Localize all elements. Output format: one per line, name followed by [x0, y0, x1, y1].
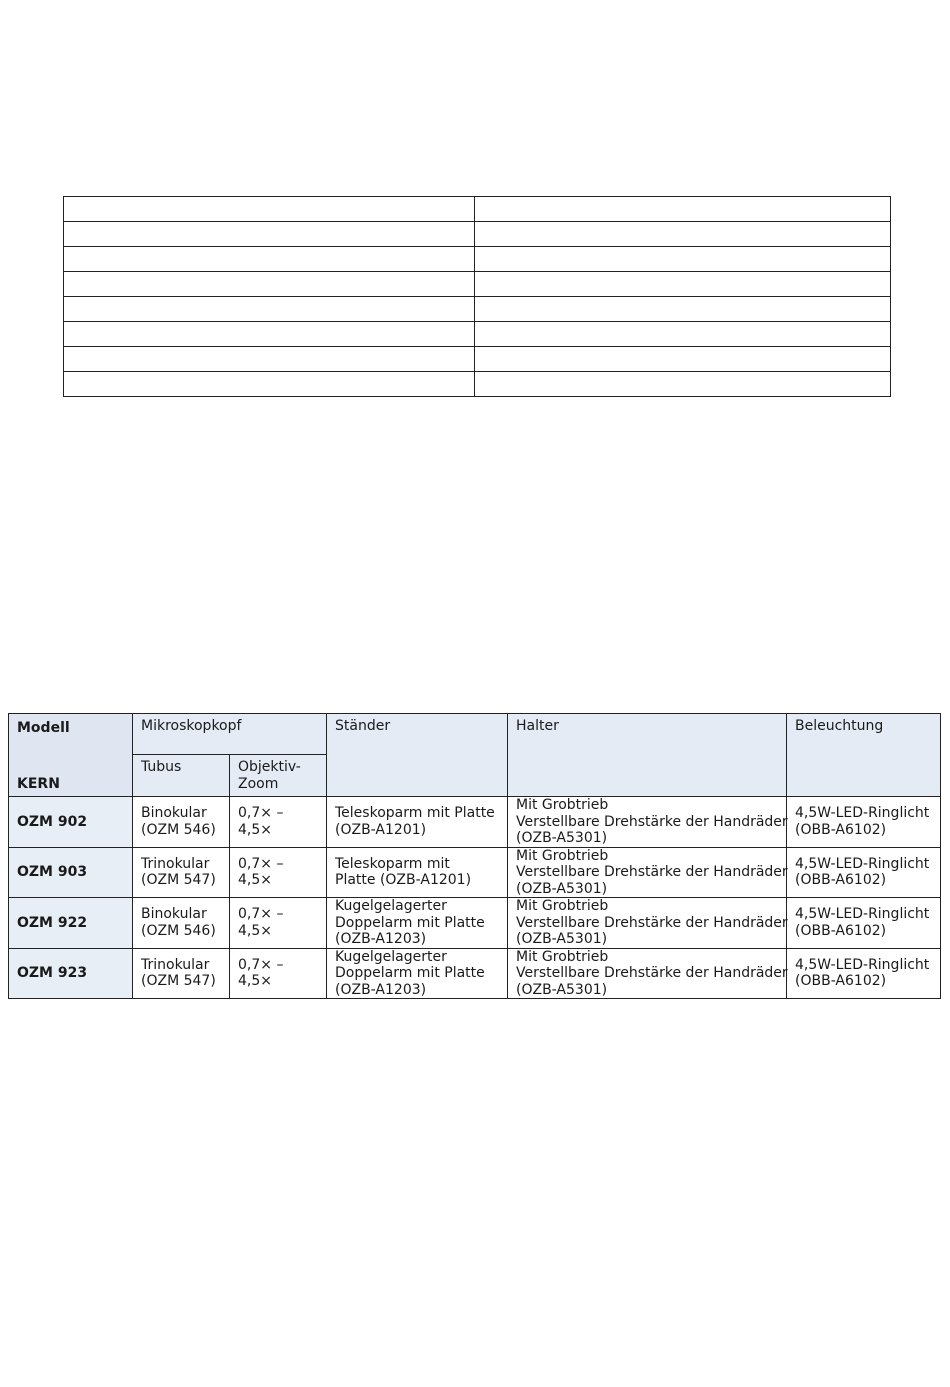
empty-cell: [475, 372, 891, 397]
header-tubus: Tubus: [133, 755, 230, 797]
model-cell: OZM 922: [9, 898, 133, 949]
cell-line: (OZM 547): [141, 872, 216, 889]
header-microscope-head: Mikroskopkopf: [133, 714, 327, 755]
empty-cell: [64, 247, 475, 272]
empty-cell: [64, 197, 475, 222]
cell-line: (OZB-A1201): [335, 821, 427, 838]
cell-line: 4,5W-LED-Ringlicht: [795, 805, 930, 822]
cell-line: (OZB-A1203): [335, 981, 427, 998]
cell-line: (OZB-A5301): [516, 981, 608, 998]
cell-line: Verstellbare Drehstärke der Handräder: [516, 965, 788, 981]
empty-cell: [64, 322, 475, 347]
empty-table-row: [64, 372, 891, 397]
header-model: [9, 714, 133, 797]
cell-line: (OBB-A6102): [795, 922, 887, 939]
holder-cell: [508, 847, 787, 898]
model-cell: OZM 902: [9, 797, 133, 848]
cell-line: Doppelarm mit Platte: [335, 965, 485, 981]
empty-cell: [64, 297, 475, 322]
cell-line: Mit Grobtrieb: [516, 847, 609, 864]
model-cell: OZM 903: [9, 847, 133, 898]
cell-line: Mit Grobtrieb: [516, 797, 609, 813]
cell-line: Trinokular: [141, 956, 210, 973]
empty-table-row: [64, 197, 891, 222]
cell-line: (OZM 547): [141, 973, 216, 990]
stand-cell: [327, 948, 508, 999]
empty-cell: [475, 272, 891, 297]
zoom-cell: 0,7× – 4,5×: [230, 847, 327, 898]
empty-table-row: [64, 297, 891, 322]
cell-line: 4,5W-LED-Ringlicht: [795, 855, 930, 872]
cell-line: Kugelgelagerter: [335, 898, 447, 914]
cell-line: 4,5W-LED-Ringlicht: [795, 956, 930, 973]
cell-line: Mit Grobtrieb: [516, 898, 609, 914]
stand-cell: [327, 898, 508, 949]
cell-line: (OZB-A5301): [516, 880, 608, 897]
tubus-cell: [133, 948, 230, 999]
lighting-cell: [787, 797, 941, 848]
cell-line: Binokular: [141, 805, 207, 822]
empty-table-row: [64, 272, 891, 297]
cell-line: (OZB-A5301): [516, 830, 608, 846]
cell-line: Verstellbare Drehstärke der Handräder: [516, 914, 788, 931]
cell-line: Verstellbare Drehstärke der Handräder: [516, 813, 788, 830]
table-row: [9, 948, 941, 999]
empty-table-body: [64, 197, 891, 397]
cell-line: (OZM 546): [141, 922, 216, 939]
cell-line: (OBB-A6102): [795, 872, 887, 889]
header-stand: Ständer: [327, 714, 508, 797]
cell-line: (OBB-A6102): [795, 821, 887, 838]
tubus-cell: [133, 898, 230, 949]
cell-line: Binokular: [141, 906, 207, 923]
cell-line: Mit Grobtrieb: [516, 948, 609, 965]
model-cell: OZM 923: [9, 948, 133, 999]
header-lighting: Beleuchtung: [787, 714, 941, 797]
header-model-label: Modell: [17, 720, 70, 736]
header-model-brand: KERN: [17, 775, 60, 792]
cell-line: 4,5W-LED-Ringlicht: [795, 906, 930, 923]
header-zoom: [230, 755, 327, 797]
cell-line: Kugelgelagerter: [335, 948, 447, 965]
header-row-top: [9, 714, 941, 755]
cell-line: Verstellbare Drehstärke der Handräder: [516, 864, 788, 880]
holder-cell: [508, 898, 787, 949]
zoom-cell: 0,7× – 4,5×: [230, 898, 327, 949]
header-zoom-line2: Zoom: [238, 775, 279, 792]
zoom-cell: 0,7× – 4,5×: [230, 948, 327, 999]
empty-table-row: [64, 347, 891, 372]
table-row: [9, 847, 941, 898]
cell-line: Trinokular: [141, 855, 210, 872]
cell-line: Doppelarm mit Platte: [335, 914, 485, 931]
header-holder: Halter: [508, 714, 787, 797]
tubus-cell: [133, 847, 230, 898]
lighting-cell: [787, 847, 941, 898]
empty-table-row: [64, 322, 891, 347]
stand-cell: [327, 847, 508, 898]
tubus-cell: [133, 797, 230, 848]
cell-line: (OZM 546): [141, 821, 216, 838]
table-row: [9, 898, 941, 949]
cell-line: Teleskoparm mit Platte: [335, 805, 495, 822]
header-zoom-line1: Objektiv-: [238, 759, 301, 775]
empty-table-row: [64, 222, 891, 247]
empty-cell: [475, 197, 891, 222]
empty-cell: [64, 272, 475, 297]
empty-cell: [475, 322, 891, 347]
lighting-cell: [787, 898, 941, 949]
stand-cell: [327, 797, 508, 848]
empty-table: [63, 196, 891, 397]
cell-line: Platte (OZB-A1201): [335, 872, 472, 889]
spec-table: [8, 713, 941, 999]
spec-table-header: [9, 714, 941, 797]
cell-line: (OZB-A5301): [516, 931, 608, 947]
empty-cell: [475, 222, 891, 247]
holder-cell: [508, 948, 787, 999]
cell-line: (OZB-A1203): [335, 931, 427, 947]
zoom-cell: 0,7× – 4,5×: [230, 797, 327, 848]
empty-cell: [475, 247, 891, 272]
empty-cell: [64, 372, 475, 397]
empty-cell: [475, 297, 891, 322]
table-row: [9, 797, 941, 848]
cell-line: Teleskoparm mit: [335, 855, 450, 872]
empty-cell: [64, 347, 475, 372]
cell-line: (OBB-A6102): [795, 973, 887, 990]
lighting-cell: [787, 948, 941, 999]
empty-cell: [64, 222, 475, 247]
empty-table-row: [64, 247, 891, 272]
empty-cell: [475, 347, 891, 372]
holder-cell: [508, 797, 787, 848]
spec-table-body: [9, 797, 941, 999]
